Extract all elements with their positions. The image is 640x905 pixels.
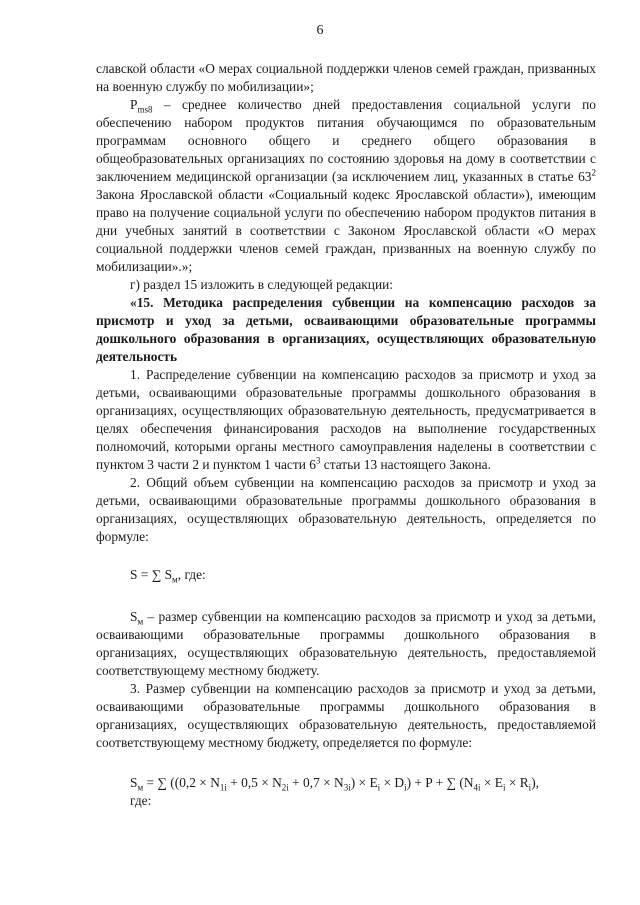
formula-part: ), <box>531 775 539 790</box>
formula-subscript: 2i <box>281 782 289 793</box>
definition-s-m-text: – размер субвенции на компенсацию расходов за присмотр и уход за детьми, осваивающими образовательные программы дошкольного образования в организациях, осуществляющих образовательную деятельность, предоставляемой соответствующему местному бюджету. <box>96 609 596 678</box>
formula-municipal <box>96 774 596 810</box>
article-superscript: 2 <box>591 167 596 178</box>
item-1-text-part-1: 1. Распределение субвенции на компенсацию расходов за присмотр и уход за детьми, осваивающими образовательные программы дошкольного образования в организациях, осуществляющих образовательную деятельность, предусматривается в целях обеспечения финансирования расходов на выполнение государственных полномочий, которыми органы местного самоуправления наделены в соответствии с пунктом 3 части 2 и пунктом 1 части 6 <box>96 367 596 472</box>
formula-part: × E <box>480 775 503 790</box>
document-body <box>96 60 596 810</box>
formula-total-subscript: м <box>172 574 178 585</box>
formula-subscript: i <box>528 782 532 793</box>
paragraph-p-ms8-definition <box>96 96 596 276</box>
formula-part: × R <box>505 775 529 790</box>
formula-subscript: i <box>377 782 381 793</box>
formula-part: ) × E <box>350 775 378 790</box>
formula-part: = ∑ ((0,2 × N <box>143 775 220 790</box>
definition-text-part-1: – среднее количество дней предоставления социальной услуги по обеспечению набором продуктов питания обучающимся по образовательным программам основного общего и среднего общего образования в общеобразовательных организациях по состоянию здоровья на дому в соответствии с заключением медицинской организации (за исключением лиц, указанных в статье 63 <box>96 97 596 184</box>
page-number: 6 <box>316 23 324 38</box>
formula-part: × D <box>380 775 405 790</box>
paragraph-section-15-instruction: г) раздел 15 изложить в следующей редакции: <box>130 277 394 292</box>
item-1-text-part-2: статьи 13 настоящего Закона. <box>320 457 491 472</box>
paragraph-continuation: славской области «О мерах социальной поддержки членов семей граждан, призванных на военную службу по мобилизации»; <box>96 61 596 94</box>
definition-text-part-2: Закона Ярославской области «Социальный кодекс Ярославской области»), имеющим право на получение социальной услуги по обеспечению набором продуктов питания в дни учебных занятий в соответствии с Законом Ярославской области «О мерах социальной поддержки членов семей граждан, призванных на военную службу по мобилизации».»; <box>96 187 596 274</box>
formula-subscript: 1i <box>219 782 227 793</box>
formula-subscript: i <box>404 782 407 793</box>
item-2: 2. Общий объем субвенции на компенсацию расходов за присмотр и уход за детьми, осваивающими образовательные программы дошкольного образования в организациях, осуществляющих образовательную деятельность, определяется по формуле: <box>96 475 596 544</box>
formula-subscript: i <box>502 782 506 793</box>
formula-part: + 0,7 × N <box>288 775 344 790</box>
formula-subscript: 3i <box>343 782 351 793</box>
section-heading: «15. Методика распределения субвенции на компенсацию расходов за присмотр и уход за детьми, осваивающими образовательные программы дошкольного образования в организациях, осуществляющих образовательную деятельность <box>96 295 596 364</box>
symbol-s: S <box>130 609 138 624</box>
formula-subscript: 4i <box>473 782 481 793</box>
formula-part: S <box>130 775 138 790</box>
definition-s-m <box>96 608 596 680</box>
symbol-p: P <box>130 97 138 112</box>
formula-part: + 0,5 × N <box>226 775 282 790</box>
formula-total-tail: , где: <box>177 567 206 582</box>
item-1 <box>96 366 596 474</box>
formula-total <box>96 566 596 584</box>
symbol-s-subscript: м <box>137 616 144 627</box>
item-3: 3. Размер субвенции на компенсацию расходов за присмотр и уход за детьми, осваивающими образовательные программы дошкольного образования в организациях, осуществляющих образовательную деятельность, предоставляемой соответствующему местному бюджету, определяется по формуле: <box>96 681 596 750</box>
formula-subscript: м <box>137 782 144 793</box>
formula-part: ) + P + ∑ (N <box>406 775 474 790</box>
item-1-superscript: 3 <box>315 455 321 466</box>
symbol-p-subscript: ms8 <box>137 104 153 115</box>
formula-total-lhs: S = ∑ S <box>130 567 173 582</box>
formula-where: где: <box>130 793 152 808</box>
